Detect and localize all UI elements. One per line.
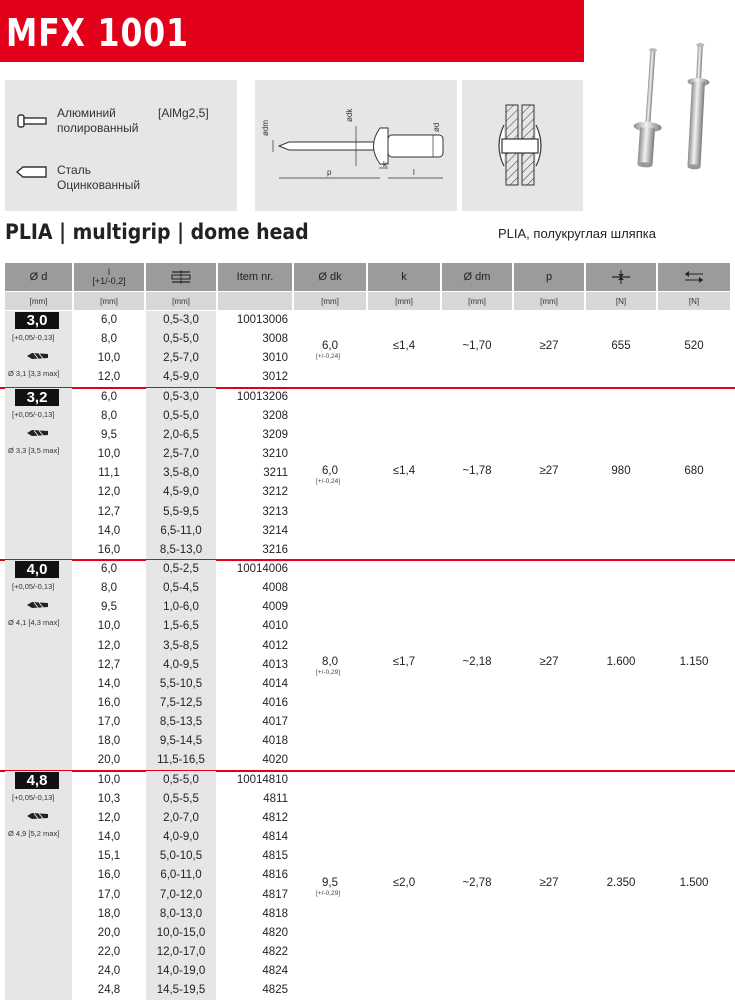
col-header-dk: Ø dk	[294, 263, 366, 291]
length-cell: 12,0	[97, 811, 121, 824]
item-number-cell: 3213	[262, 505, 288, 518]
length-cell: 16,0	[97, 697, 121, 709]
item-number-cell: 4012	[262, 639, 288, 652]
dim-p-label: p	[327, 168, 332, 177]
size-column-bg	[5, 560, 72, 771]
dm-value: ~1,78	[462, 464, 492, 477]
item-number-cell: 4824	[262, 965, 288, 978]
length-cell: 6,0	[101, 562, 117, 575]
item-number-cell: 4820	[262, 926, 288, 939]
shear-force-value: 1.600	[606, 656, 636, 669]
length-cell: 18,0	[97, 735, 121, 748]
item-number-cell: 3210	[262, 448, 288, 461]
dim-dm-label: ødm	[261, 120, 270, 136]
item-number-cell: 4811	[263, 792, 288, 805]
head-material-label: Алюминий полированный	[57, 106, 139, 135]
tensile-force-value: 520	[684, 340, 704, 353]
grip-range-cell: 0,5-5,5	[163, 792, 199, 805]
unit-shear: [N]	[586, 292, 656, 310]
size-column-bg	[5, 771, 72, 1000]
drill-bit-icon	[26, 428, 50, 438]
length-cell: 10,0	[97, 620, 121, 633]
length-cell: 12,7	[97, 505, 121, 518]
item-number-cell: 3012	[262, 371, 288, 384]
rivet-head-icon	[15, 112, 49, 130]
grip-range-cell: 8,5-13,0	[159, 543, 203, 556]
grip-range-cell: 11,5-16,5	[157, 754, 205, 767]
item-number-cell: 4825	[262, 984, 288, 997]
length-cell: 6,0	[101, 314, 117, 326]
col-header-k: k	[368, 263, 440, 291]
item-number-cell: 4014	[262, 677, 288, 690]
length-cell: 20,0	[97, 926, 121, 939]
item-number-cell: 3214	[262, 524, 288, 537]
item-number-cell: 4010	[262, 620, 288, 633]
p-value: ≥27	[539, 340, 559, 353]
item-number-cell: 4816	[262, 869, 288, 882]
grip-range-cell: 6,0-11,0	[160, 869, 202, 882]
size-tolerance: [+0,05/-0,13]	[12, 581, 55, 591]
grip-range-cell: 2,5-7,0	[163, 352, 199, 365]
item-number-cell: 4815	[262, 850, 288, 863]
unit-tensile: [N]	[658, 292, 730, 310]
grip-range-cell: 2,0-6,5	[163, 428, 199, 441]
size-badge: 3,0	[15, 312, 59, 329]
item-number-cell: 3209	[262, 428, 288, 441]
item-number-cell: 3010	[262, 352, 288, 365]
length-cell: 12,0	[97, 486, 121, 499]
dk-value: 8,0	[322, 656, 338, 669]
dk-tolerance: [+/-0,29]	[316, 889, 341, 897]
mandrel-material-label: Сталь Оцинкованный	[57, 163, 141, 192]
length-cell: 8,0	[101, 333, 117, 346]
item-number-cell: 4017	[262, 716, 288, 729]
shear-force-value: 2.350	[606, 876, 636, 889]
length-cell: 18,0	[97, 907, 121, 920]
grip-range-cell: 3,5-8,0	[163, 467, 199, 480]
unit-dk: [mm]	[294, 292, 366, 310]
length-cell: 8,0	[101, 582, 117, 595]
dk-tolerance: [+/-0,29]	[316, 669, 341, 677]
grip-range-cell: 10,0-15,0	[156, 926, 206, 939]
grip-range-cell: 5,5-10,5	[159, 677, 203, 690]
length-cell: 11,1	[98, 467, 120, 480]
length-cell: 22,0	[97, 945, 121, 958]
drill-bit-icon	[26, 600, 50, 610]
grip-range-cell: 0,5-5,0	[163, 409, 199, 422]
grip-range-cell: 8,0-13,0	[159, 907, 203, 920]
dk-value: 9,5	[322, 876, 338, 889]
grip-range-cell: 4,5-9,0	[163, 486, 199, 499]
item-number-cell: 3216	[262, 543, 288, 556]
rivet-dimension-drawing	[255, 80, 457, 211]
unit-dm: [mm]	[442, 292, 512, 310]
drill-diameter: Ø 3,3 [3,5 max]	[8, 445, 60, 455]
grip-range-cell: 14,5-19,5	[156, 984, 206, 997]
length-cell: 17,0	[97, 888, 121, 901]
product-heading-ru: PLIA, полукруглая шляпка	[498, 226, 656, 241]
length-cell: 8,0	[101, 409, 117, 422]
col-header-l: l [+1/-0,2]	[74, 263, 144, 291]
item-number-cell: 4814	[262, 831, 288, 844]
grip-range-cell: 0,5-3,0	[163, 390, 199, 403]
unit-k: [mm]	[368, 292, 440, 310]
item-number-cell: 3208	[262, 409, 288, 422]
size-badge: 4,8	[15, 772, 59, 789]
item-number-cell: 4817	[262, 888, 288, 901]
k-value: ≤1,7	[392, 656, 416, 669]
grip-range-cell: 0,5-5,0	[163, 773, 199, 786]
grip-range-cell: 1,5-6,5	[163, 620, 199, 633]
item-number-cell: 4818	[262, 907, 288, 920]
size-badge: 4,0	[15, 561, 59, 578]
dk-tolerance: [+/-0,24]	[316, 353, 341, 361]
grip-range-cell: 0,5-3,0	[163, 314, 199, 326]
unit-d: [mm]	[5, 292, 72, 310]
grip-range-cell: 0,5-2,5	[163, 562, 199, 575]
item-number-cell: 3212	[262, 486, 288, 499]
length-cell: 24,0	[97, 965, 121, 978]
page-title: MFX 1001	[6, 11, 189, 55]
item-number-cell: 3211	[263, 467, 288, 480]
unit-grip: [mm]	[146, 292, 216, 310]
length-cell: 16,0	[97, 869, 121, 882]
size-badge: 3,2	[15, 389, 59, 406]
grip-range-cell: 14,0-19,0	[156, 965, 206, 978]
tensile-force-value: 1.500	[679, 876, 709, 889]
grip-range-cell: 7,0-12,0	[159, 888, 203, 901]
grip-range-cell: 2,5-7,0	[163, 448, 199, 461]
dim-k-label: k	[383, 160, 387, 169]
length-cell: 10,0	[97, 773, 121, 786]
unit-p: [mm]	[514, 292, 584, 310]
p-value: ≥27	[539, 656, 559, 669]
col-header-dm: Ø dm	[442, 263, 512, 291]
dk-tolerance: [+/-0,24]	[316, 477, 341, 485]
grip-range-cell: 12,0-17,0	[156, 945, 206, 958]
drill-diameter: Ø 3,1 [3,3 max]	[8, 369, 60, 378]
item-number-cell: 10014810	[236, 773, 288, 786]
dk-value: 6,0	[322, 464, 338, 477]
mandrel-icon	[15, 164, 49, 180]
length-cell: 17,0	[97, 716, 121, 729]
length-cell: 12,0	[97, 639, 121, 652]
col-header-grip	[146, 263, 216, 291]
tensile-force-value: 680	[684, 464, 704, 477]
length-cell: 16,0	[97, 543, 121, 556]
shear-force-icon	[610, 269, 632, 285]
col-header-shear	[586, 263, 656, 291]
drill-bit-icon	[26, 811, 50, 821]
tensile-force-value: 1.150	[679, 656, 709, 669]
item-number-cell: 10014006	[236, 562, 288, 575]
item-number-cell: 10013006	[236, 314, 288, 326]
k-value: ≤2,0	[392, 876, 416, 889]
grip-range-cell: 2,0-7,0	[163, 811, 199, 824]
grip-range-cell: 8,5-13,5	[159, 716, 203, 729]
item-number-cell: 4009	[262, 601, 288, 614]
rivet-photo	[600, 40, 730, 175]
grip-range-cell: 6,5-11,0	[160, 524, 202, 537]
length-cell: 20,0	[97, 754, 121, 767]
dm-value: ~1,70	[462, 340, 492, 353]
item-number-cell: 4018	[262, 735, 288, 748]
col-header-p: p	[514, 263, 584, 291]
k-value: ≤1,4	[392, 340, 416, 353]
length-cell: 9,5	[101, 428, 117, 441]
grip-range-cell: 4,0-9,5	[163, 658, 199, 671]
length-cell: 9,5	[101, 601, 117, 614]
alloy-label: [AlMg2,5]	[158, 106, 209, 120]
shear-force-value: 980	[611, 464, 631, 477]
size-tolerance: [+0,05/-0,13]	[12, 409, 55, 419]
product-heading: PLIA | multigrip | dome head	[5, 220, 309, 244]
k-value: ≤1,4	[392, 464, 416, 477]
grip-range-cell: 3,5-8,5	[163, 639, 199, 652]
length-cell: 14,0	[97, 677, 121, 690]
item-number-cell: 4822	[262, 945, 288, 958]
grip-range-icon	[170, 269, 192, 285]
length-cell: 15,1	[97, 850, 121, 863]
length-cell: 12,7	[97, 658, 121, 671]
item-number-cell: 4013	[262, 658, 288, 671]
length-cell: 10,3	[97, 792, 121, 805]
unit-item	[218, 292, 292, 310]
installed-rivet-drawing	[462, 80, 583, 211]
grip-range-cell: 4,5-9,0	[163, 371, 199, 384]
col-header-item: Item nr.	[218, 263, 292, 291]
tensile-force-icon	[683, 269, 705, 285]
drill-diameter: Ø 4,1 [4,3 max]	[8, 617, 60, 627]
dim-d-label: ød	[432, 122, 441, 132]
dm-value: ~2,18	[462, 656, 492, 669]
grip-range-cell: 1,0-6,0	[163, 601, 199, 614]
length-cell: 12,0	[97, 371, 121, 384]
unit-l: [mm]	[74, 292, 144, 310]
item-number-cell: 4016	[262, 697, 288, 709]
dim-dk-label: ødk	[345, 108, 354, 122]
drill-bit-icon	[26, 351, 50, 361]
dim-l-label: l	[413, 168, 415, 177]
length-cell: 24,8	[97, 984, 121, 997]
col-header-tensile	[658, 263, 730, 291]
grip-range-cell: 0,5-4,5	[163, 582, 199, 595]
length-cell: 14,0	[97, 524, 121, 537]
shear-force-value: 655	[611, 340, 631, 353]
item-number-cell: 10013206	[236, 390, 288, 403]
p-value: ≥27	[539, 464, 559, 477]
item-number-cell: 3008	[262, 333, 288, 346]
length-cell: 10,0	[97, 352, 121, 365]
size-tolerance: [+0,05/-0,13]	[12, 792, 55, 802]
grip-range-cell: 5,0-10,5	[159, 850, 203, 863]
drill-diameter: Ø 4,9 [5,2 max]	[8, 828, 60, 838]
item-number-cell: 4812	[262, 811, 288, 824]
dk-value: 6,0	[322, 340, 338, 353]
grip-range-cell: 9,5-14,5	[159, 735, 203, 748]
length-cell: 6,0	[101, 390, 117, 403]
item-number-cell: 4008	[262, 582, 288, 595]
item-number-cell: 4020	[262, 754, 288, 767]
p-value: ≥27	[539, 876, 559, 889]
size-tolerance: [+0,05/-0,13]	[12, 333, 55, 342]
grip-range-cell: 5,5-9,5	[163, 505, 199, 518]
dm-value: ~2,78	[462, 876, 492, 889]
length-cell: 10,0	[97, 448, 121, 461]
grip-range-cell: 7,5-12,5	[159, 697, 203, 709]
grip-range-cell: 0,5-5,0	[163, 333, 199, 346]
length-cell: 14,0	[97, 831, 121, 844]
col-header-d: Ø d	[5, 263, 72, 291]
grip-range-cell: 4,0-9,0	[163, 831, 199, 844]
